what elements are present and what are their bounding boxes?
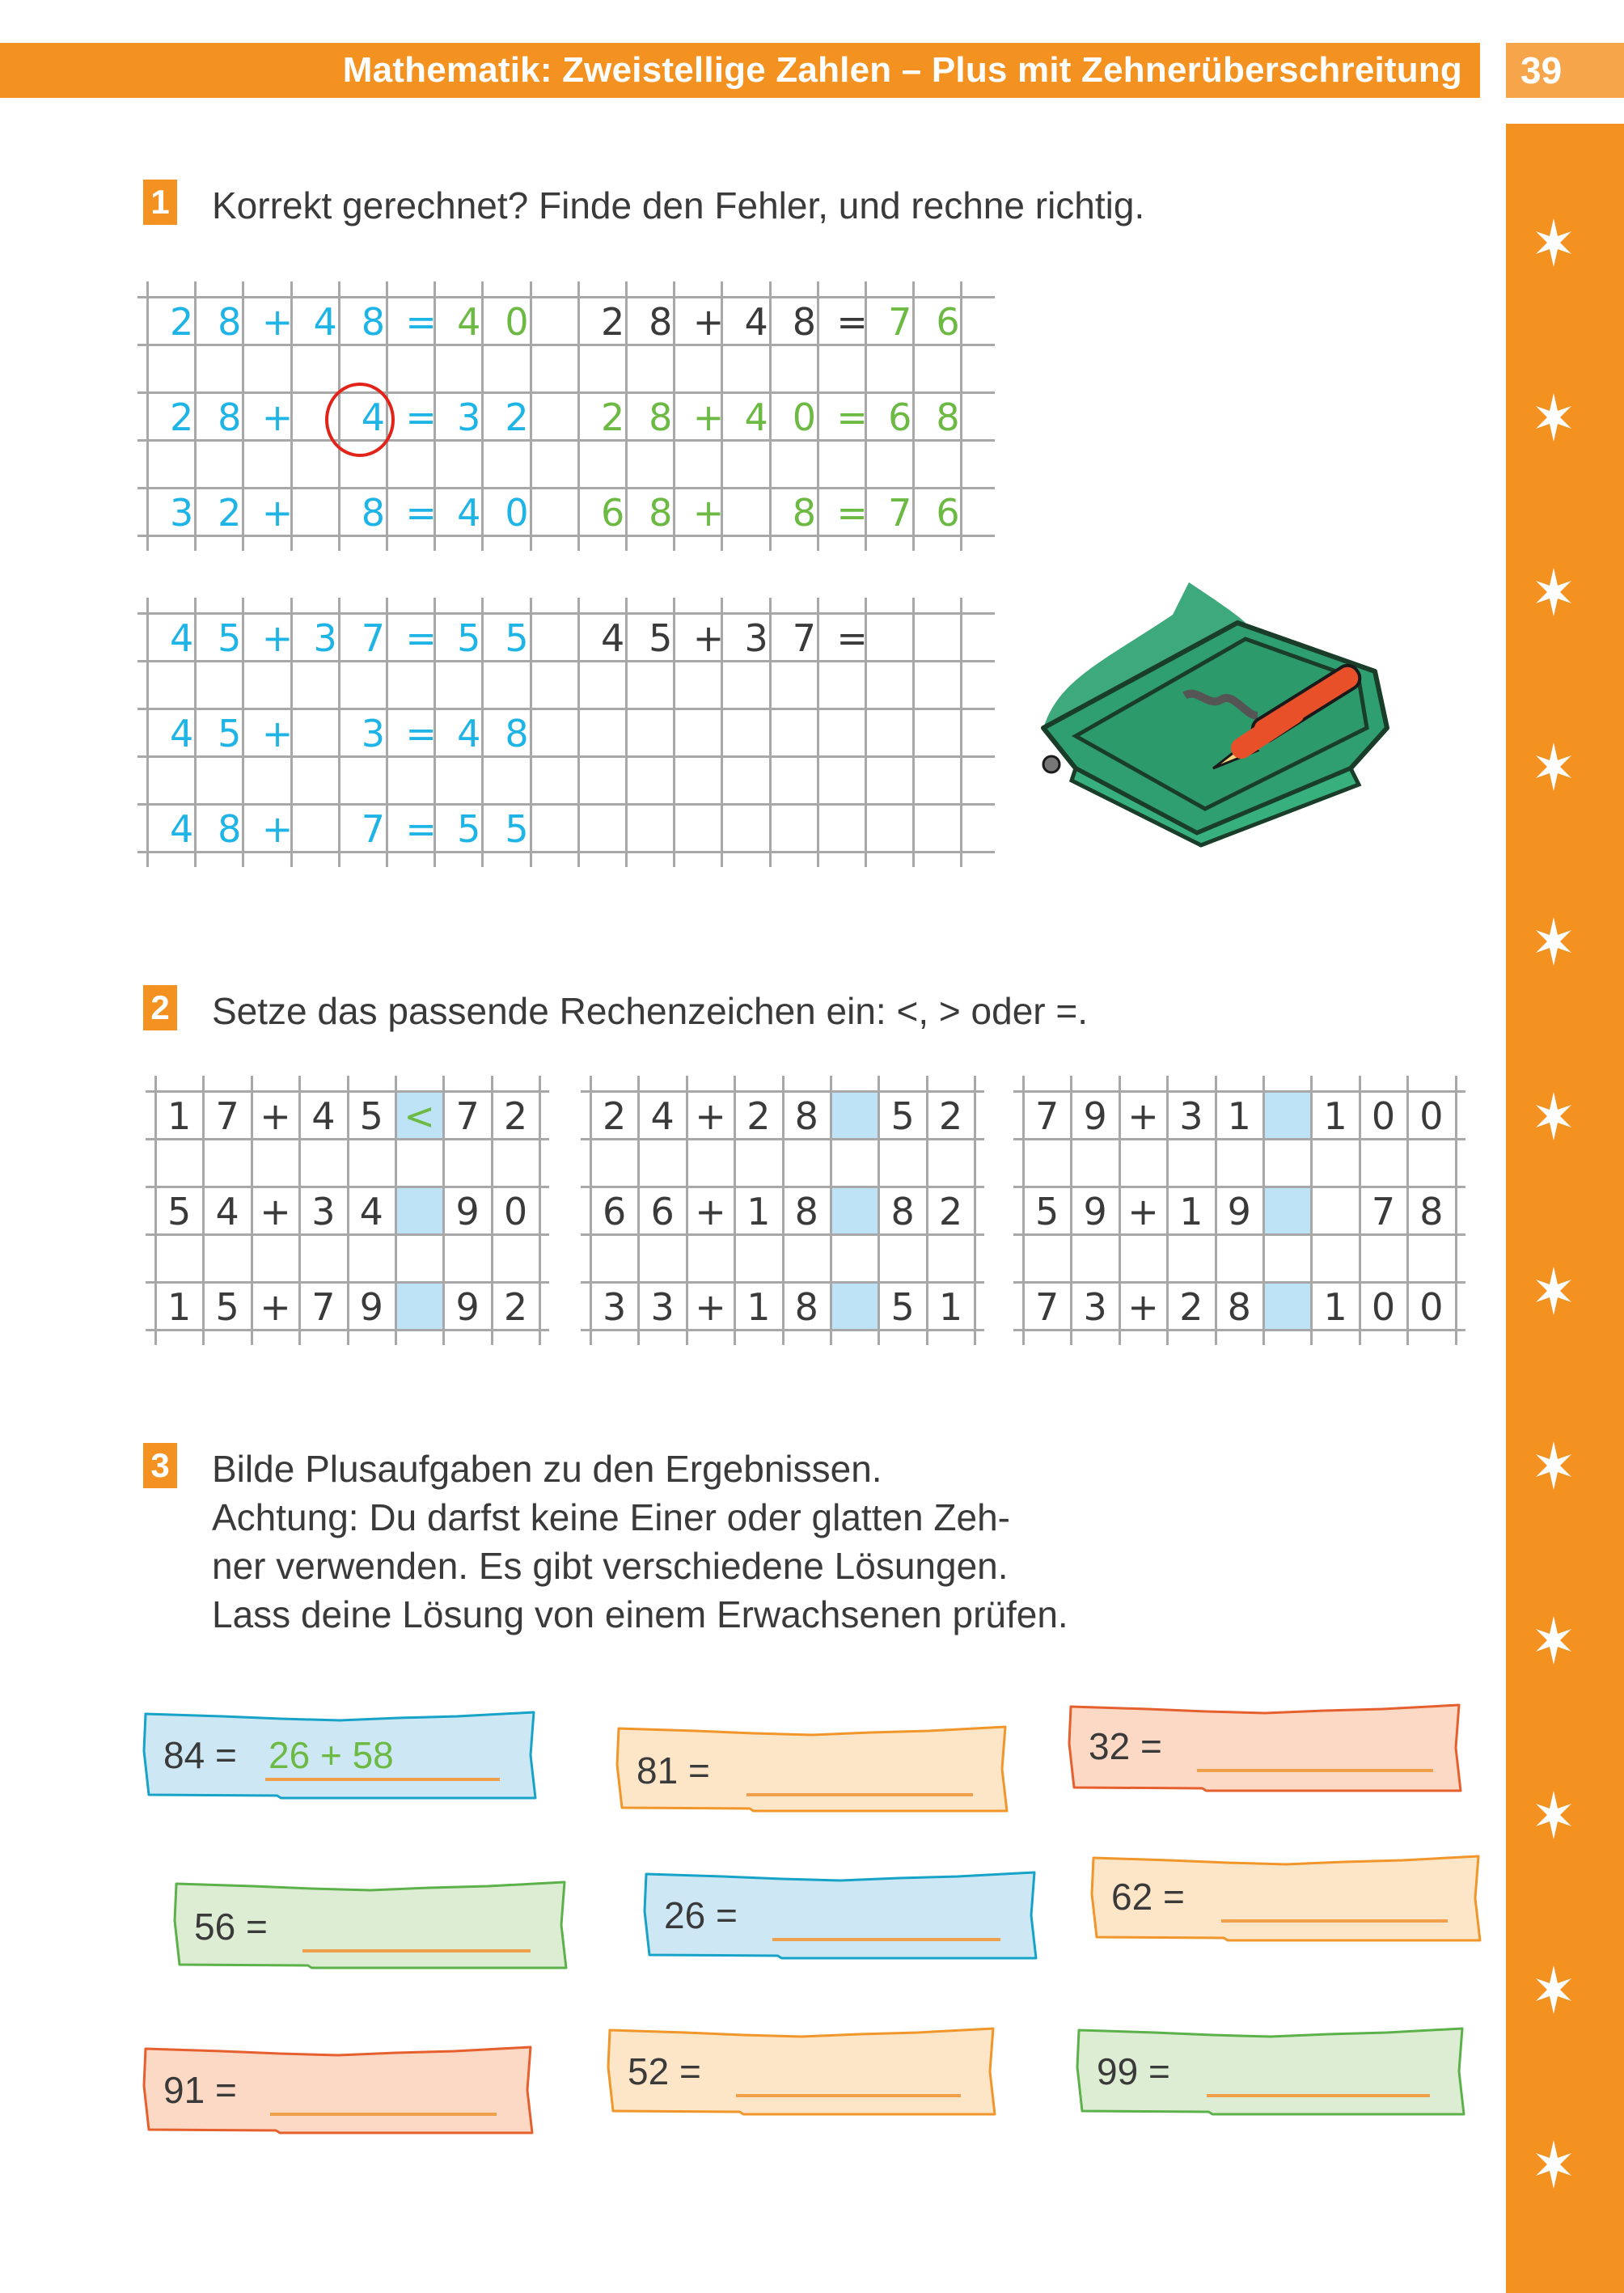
grid-cell: 2 xyxy=(218,491,242,535)
grid-cell[interactable] xyxy=(302,488,349,535)
grid-cell: 0 xyxy=(1371,1094,1396,1138)
star-icon xyxy=(1535,2140,1572,2189)
star-icon xyxy=(1535,1965,1572,2014)
grid-cell[interactable] xyxy=(828,804,876,852)
grid-cell[interactable] xyxy=(1311,1187,1359,1234)
grid-cell: 0 xyxy=(503,1190,528,1233)
result-tag xyxy=(1092,1856,1480,1940)
grid-cell: = xyxy=(405,807,437,851)
grid-cell: 3 xyxy=(311,1190,336,1233)
grid-cell: + xyxy=(260,1285,291,1329)
grid-cell: 2 xyxy=(1179,1285,1203,1329)
answer-line[interactable] xyxy=(746,1793,973,1796)
grid-cell[interactable] xyxy=(831,1091,878,1139)
grid-cell: 9 xyxy=(455,1285,480,1329)
tag-label: 91 = xyxy=(163,2069,237,2111)
grid-cell: 4 xyxy=(169,807,194,851)
grid-cell: 5 xyxy=(649,616,673,660)
tag-label: 56 = xyxy=(194,1906,268,1948)
grid-cell: 3 xyxy=(361,712,386,755)
grid-cell: 4 xyxy=(744,396,768,439)
result-tag xyxy=(1077,2029,1464,2114)
grid-cell: 8 xyxy=(1227,1285,1251,1329)
grid-cell: + xyxy=(695,1094,726,1138)
grid-cell: 0 xyxy=(505,491,529,535)
grid-line xyxy=(577,281,580,551)
grid-cell: 0 xyxy=(1419,1094,1444,1138)
grid-cell[interactable] xyxy=(780,804,828,852)
pencil-case-illustration xyxy=(1027,566,1415,857)
grid-cell: 7 xyxy=(1035,1094,1059,1138)
grid-cell: < xyxy=(404,1094,435,1138)
grid-cell: 7 xyxy=(215,1094,239,1138)
grid-cell: + xyxy=(695,1190,726,1233)
exercise-number-2: 2 xyxy=(143,985,177,1030)
grid-cell: + xyxy=(692,300,725,344)
grid-cell: 7 xyxy=(792,616,817,660)
tag-label: 32 = xyxy=(1089,1724,1162,1767)
grid-cell[interactable] xyxy=(684,709,732,756)
pencil-case-icon xyxy=(1027,566,1415,857)
grid-cell: 9 xyxy=(359,1285,383,1329)
grid-cell: 2 xyxy=(169,300,194,344)
grid-cell: 9 xyxy=(1083,1094,1107,1138)
grid-cell: 8 xyxy=(794,1190,818,1233)
grid-cell: + xyxy=(1127,1285,1159,1329)
grid-cell: = xyxy=(405,491,437,535)
grid-cell: = xyxy=(405,396,437,439)
grid-cell: 8 xyxy=(218,807,242,851)
grid-cell: 8 xyxy=(794,1285,818,1329)
grid-cell: + xyxy=(692,396,725,439)
grid-cell: = xyxy=(836,616,868,660)
grid-cell: + xyxy=(260,1094,291,1138)
result-tag xyxy=(608,2029,995,2114)
grid-cell: 4 xyxy=(313,300,337,344)
grid-cell: 4 xyxy=(457,491,481,535)
grid-cell: 5 xyxy=(218,616,242,660)
grid-cell: 0 xyxy=(1419,1285,1444,1329)
star-icon xyxy=(1535,568,1572,616)
grid-cell: 4 xyxy=(650,1094,675,1138)
tag-label: 26 = xyxy=(664,1894,738,1936)
exercise-number-1: 1 xyxy=(143,180,177,225)
star-icon xyxy=(1535,1791,1572,1839)
tag-label: 84 = xyxy=(163,1734,237,1776)
grid-cell: 8 xyxy=(218,396,242,439)
grid-cell: 4 xyxy=(169,616,194,660)
grid-cell: 1 xyxy=(746,1190,771,1233)
grid-cell[interactable] xyxy=(302,804,349,852)
grid-cell[interactable] xyxy=(395,1282,443,1330)
grid-cell: 6 xyxy=(603,1190,627,1233)
grid-cell: + xyxy=(1127,1094,1159,1138)
grid-cell: 0 xyxy=(1371,1285,1396,1329)
tag-answer[interactable]: 26 + 58 xyxy=(269,1734,394,1776)
exercise-1-instruction: Korrekt gerechnet? Finde den Fehler, und rechne richtig. xyxy=(212,184,1145,226)
grid-cell: 2 xyxy=(938,1094,963,1138)
grid-cell[interactable] xyxy=(1263,1187,1311,1234)
grid-cell: 8 xyxy=(1419,1190,1444,1233)
grid-cell[interactable] xyxy=(876,709,924,756)
grid-cell: 2 xyxy=(505,396,529,439)
grid-cell: 3 xyxy=(744,616,768,660)
star-icon xyxy=(1535,1092,1572,1140)
result-tag xyxy=(617,1727,1007,1811)
grid-cell[interactable] xyxy=(780,709,828,756)
answer-line[interactable] xyxy=(736,2094,961,2097)
result-tag xyxy=(144,1712,535,1798)
grid-line xyxy=(146,281,149,551)
grid-cell[interactable] xyxy=(395,1187,443,1234)
grid-cell: 8 xyxy=(649,491,673,535)
grid-cell: = xyxy=(836,396,868,439)
grid-cell: + xyxy=(261,712,294,755)
star-icon xyxy=(1535,218,1572,267)
grid-cell: 8 xyxy=(218,300,242,344)
result-tag xyxy=(1069,1705,1461,1791)
grid-cell: + xyxy=(695,1285,726,1329)
grid-cell: 1 xyxy=(167,1285,192,1329)
grid-cell: 8 xyxy=(936,396,960,439)
grid-cell: + xyxy=(692,491,725,535)
tag-label: 99 = xyxy=(1097,2050,1170,2092)
grid-cell: + xyxy=(1127,1190,1159,1233)
chapter-title-bar xyxy=(0,43,1480,98)
grid-cell: 3 xyxy=(169,491,194,535)
grid-cell: 6 xyxy=(600,491,625,535)
grid-cell: 2 xyxy=(938,1190,963,1233)
tag-label: 52 = xyxy=(628,2050,701,2092)
grid-line xyxy=(146,598,149,867)
grid-cell: 3 xyxy=(650,1285,675,1329)
grid-cell[interactable] xyxy=(1263,1282,1311,1330)
exercise-3-instruction-line-3: ner verwenden. Es gibt verschiedene Lösungen. xyxy=(212,1545,1009,1587)
grid-cell: 8 xyxy=(649,300,673,344)
grid-cell[interactable] xyxy=(733,488,780,535)
grid-cell: 5 xyxy=(215,1285,239,1329)
grid-cell: 5 xyxy=(890,1094,915,1138)
grid-cell: 8 xyxy=(361,491,386,535)
grid-cell: + xyxy=(692,616,725,660)
grid-cell: 4 xyxy=(359,1190,383,1233)
grid-cell[interactable] xyxy=(1263,1091,1311,1139)
grid-cell: 7 xyxy=(311,1285,336,1329)
grid-cell[interactable] xyxy=(636,709,684,756)
exercise-3-instruction-line-4: Lass deine Lösung von einem Erwachsenen prüfen. xyxy=(212,1593,1068,1635)
grid-cell: = xyxy=(405,616,437,660)
grid-cell: 4 xyxy=(457,712,481,755)
grid-cell[interactable] xyxy=(828,709,876,756)
grid-cell: 3 xyxy=(313,616,337,660)
grid-cell: 6 xyxy=(888,396,912,439)
grid-cell: + xyxy=(261,616,294,660)
grid-cell: = xyxy=(405,300,437,344)
grid-cell: + xyxy=(260,1190,291,1233)
grid-cell[interactable] xyxy=(684,804,732,852)
grid-cell: 5 xyxy=(890,1285,915,1329)
grid-cell: 3 xyxy=(457,396,481,439)
grid-cell[interactable] xyxy=(876,613,924,661)
grid-cell: 5 xyxy=(457,616,481,660)
grid-cell: 8 xyxy=(361,300,386,344)
grid-cell: 5 xyxy=(505,807,529,851)
grid-cell: 8 xyxy=(794,1094,818,1138)
grid-cell: 8 xyxy=(649,396,673,439)
answer-line[interactable] xyxy=(270,2113,497,2116)
grid-cell[interactable] xyxy=(924,709,971,756)
grid-cell: 2 xyxy=(600,396,625,439)
grid-cell: 6 xyxy=(936,300,960,344)
grid-cell: 1 xyxy=(1227,1094,1251,1138)
grid-cell: 1 xyxy=(1323,1094,1347,1138)
grid-cell: = xyxy=(836,300,868,344)
grid-cell: + xyxy=(261,807,294,851)
grid-cell[interactable] xyxy=(636,804,684,852)
grid-line xyxy=(577,598,580,867)
grid-cell: 8 xyxy=(792,300,817,344)
answer-line[interactable] xyxy=(265,1778,500,1781)
grid-cell: 6 xyxy=(936,491,960,535)
error-circle-marker xyxy=(325,383,395,457)
grid-cell[interactable] xyxy=(924,804,971,852)
grid-cell: 8 xyxy=(792,491,817,535)
grid-cell: 7 xyxy=(455,1094,480,1138)
grid-cell: + xyxy=(261,491,294,535)
grid-cell: 7 xyxy=(1035,1285,1059,1329)
grid-cell[interactable] xyxy=(589,709,636,756)
grid-cell[interactable] xyxy=(924,613,971,661)
grid-cell: 5 xyxy=(1035,1190,1059,1233)
grid-cell: 5 xyxy=(505,616,529,660)
answer-line[interactable] xyxy=(1197,1769,1433,1772)
grid-cell: 8 xyxy=(505,712,529,755)
grid-cell: 4 xyxy=(169,712,194,755)
grid-cell[interactable] xyxy=(876,804,924,852)
grid-cell: 1 xyxy=(1323,1285,1347,1329)
grid-cell: 5 xyxy=(167,1190,192,1233)
answer-line[interactable] xyxy=(1221,1919,1448,1923)
grid-cell: 9 xyxy=(1083,1190,1107,1233)
grid-cell: 4 xyxy=(215,1190,239,1233)
grid-cell: 4 xyxy=(361,396,386,439)
grid-cell: 7 xyxy=(888,300,912,344)
result-tag xyxy=(144,2047,532,2133)
grid-cell: = xyxy=(836,491,868,535)
grid-cell[interactable] xyxy=(831,1187,878,1234)
exercise-3-instruction-line-2: Achtung: Du darfst keine Einer oder glatten Zeh- xyxy=(212,1496,1011,1538)
grid-cell: 9 xyxy=(1227,1190,1251,1233)
star-icon xyxy=(1535,393,1572,442)
chapter-title: Mathematik: Zweistellige Zahlen – Plus mit Zehnerüberschreitung xyxy=(342,50,1462,90)
grid-cell[interactable] xyxy=(589,804,636,852)
star-icon xyxy=(1535,1616,1572,1665)
tag-label: 81 = xyxy=(636,1749,710,1792)
grid-cell: = xyxy=(405,712,437,755)
grid-cell: 2 xyxy=(600,300,625,344)
grid-cell: 7 xyxy=(361,616,386,660)
grid-cell: 0 xyxy=(792,396,817,439)
grid-cell: 1 xyxy=(1179,1190,1203,1233)
answer-line[interactable] xyxy=(1207,2094,1430,2097)
grid-cell: 1 xyxy=(167,1094,192,1138)
grid-cell: 8 xyxy=(890,1190,915,1233)
grid-cell: + xyxy=(261,396,294,439)
star-icon xyxy=(1535,742,1572,791)
result-tag xyxy=(175,1882,566,1968)
grid-cell: 0 xyxy=(505,300,529,344)
grid-cell: 4 xyxy=(744,300,768,344)
grid-cell: 3 xyxy=(1179,1094,1203,1138)
grid-cell[interactable] xyxy=(733,709,780,756)
answer-line[interactable] xyxy=(302,1949,531,1952)
sidebar-stripe xyxy=(1506,124,1624,2293)
grid-cell: + xyxy=(261,300,294,344)
grid-cell[interactable] xyxy=(302,709,349,756)
exercise-2-instruction: Setze das passende Rechenzeichen ein: <, > oder =. xyxy=(212,990,1089,1032)
grid-cell: 4 xyxy=(311,1094,336,1138)
exercise-number-3: 3 xyxy=(143,1443,177,1488)
grid-cell: 7 xyxy=(361,807,386,851)
grid-cell[interactable] xyxy=(831,1282,878,1330)
grid-cell: 2 xyxy=(503,1285,528,1329)
grid-cell: 2 xyxy=(169,396,194,439)
result-tag xyxy=(645,1872,1036,1958)
answer-line[interactable] xyxy=(772,1938,1000,1941)
grid-cell: 7 xyxy=(1371,1190,1396,1233)
grid-cell: 1 xyxy=(746,1285,771,1329)
exercise-3-instruction-line-1: Bilde Plusaufgaben zu den Ergebnissen. xyxy=(212,1448,882,1490)
page-number: 39 xyxy=(1506,43,1624,98)
grid-cell: 5 xyxy=(359,1094,383,1138)
grid-cell: 5 xyxy=(457,807,481,851)
tag-label: 62 = xyxy=(1111,1875,1185,1918)
grid-cell: 3 xyxy=(1083,1285,1107,1329)
grid-cell: 9 xyxy=(455,1190,480,1233)
grid-cell: 4 xyxy=(457,300,481,344)
grid-cell: 3 xyxy=(603,1285,627,1329)
grid-cell: 4 xyxy=(600,616,625,660)
grid-cell: 7 xyxy=(888,491,912,535)
grid-cell: 2 xyxy=(603,1094,627,1138)
star-icon xyxy=(1535,1441,1572,1490)
grid-cell: 6 xyxy=(650,1190,675,1233)
grid-cell: 1 xyxy=(938,1285,963,1329)
grid-cell: 2 xyxy=(503,1094,528,1138)
grid-cell[interactable] xyxy=(733,804,780,852)
grid-cell: 5 xyxy=(218,712,242,755)
grid-cell: 2 xyxy=(746,1094,771,1138)
star-icon xyxy=(1535,917,1572,966)
star-icon xyxy=(1535,1267,1572,1315)
